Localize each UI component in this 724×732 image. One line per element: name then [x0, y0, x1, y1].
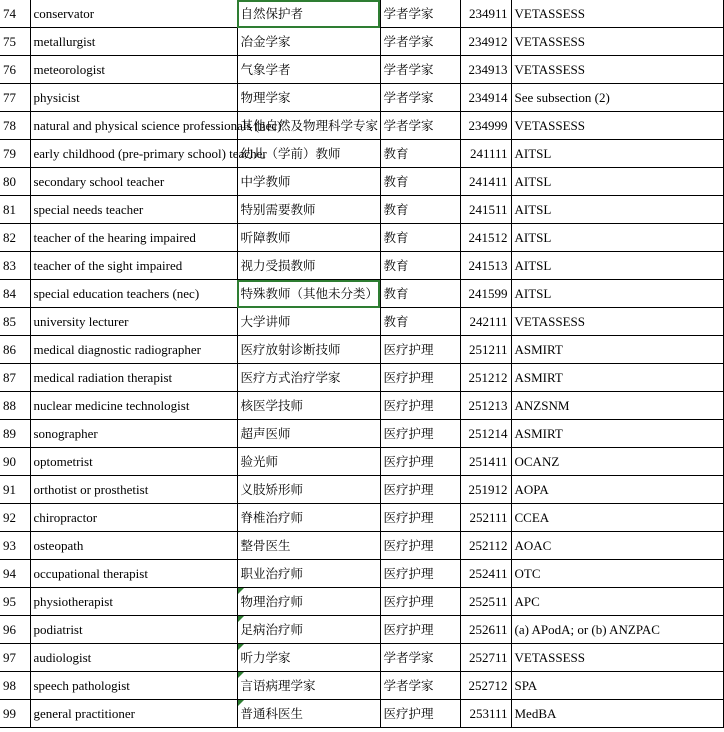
- anzsco-code-cell[interactable]: 241111: [460, 140, 511, 168]
- occupation-english-cell[interactable]: meteorologist: [30, 56, 237, 84]
- occupation-english-cell[interactable]: special education teachers (nec): [30, 280, 237, 308]
- row-number-cell[interactable]: 85: [0, 308, 30, 336]
- assessing-body-cell[interactable]: AITSL: [511, 168, 723, 196]
- anzsco-code-cell[interactable]: 242111: [460, 308, 511, 336]
- occupation-chinese-cell[interactable]: 医疗放射诊断技师: [237, 336, 380, 364]
- assessing-body-cell[interactable]: AITSL: [511, 280, 723, 308]
- occupation-chinese-cell[interactable]: 其他自然及物理科学专家: [237, 112, 380, 140]
- category-cell[interactable]: 医疗护理: [380, 364, 460, 392]
- occupation-chinese-cell[interactable]: 义肢矫形师: [237, 476, 380, 504]
- table-row: [0, 336, 723, 364]
- table-row: [0, 280, 723, 308]
- occupation-chinese-cell[interactable]: 大学讲师: [237, 308, 380, 336]
- occupation-chinese-cell[interactable]: 言语病理学家: [237, 672, 380, 700]
- row-number-cell[interactable]: 95: [0, 588, 30, 616]
- anzsco-code-cell[interactable]: 241599: [460, 280, 511, 308]
- table-row: [0, 448, 723, 476]
- assessing-body-cell[interactable]: AITSL: [511, 224, 723, 252]
- table-row: [0, 504, 723, 532]
- assessing-body-cell[interactable]: (a) APodA; or (b) ANZPAC: [511, 616, 723, 644]
- row-number-cell[interactable]: 89: [0, 420, 30, 448]
- occupation-english-cell[interactable]: teacher of the hearing impaired: [30, 224, 237, 252]
- assessing-body-cell[interactable]: ASMIRT: [511, 336, 723, 364]
- occupation-english-cell[interactable]: teacher of the sight impaired: [30, 252, 237, 280]
- anzsco-code-cell[interactable]: 251411: [460, 448, 511, 476]
- occupation-english-cell[interactable]: conservator: [30, 0, 237, 28]
- occupation-english-cell[interactable]: medical diagnostic radiographer: [30, 336, 237, 364]
- anzsco-code-cell[interactable]: 252611: [460, 616, 511, 644]
- category-cell[interactable]: 学者学家: [380, 56, 460, 84]
- row-number-cell[interactable]: 88: [0, 392, 30, 420]
- anzsco-code-cell[interactable]: 234913: [460, 56, 511, 84]
- category-cell[interactable]: 医疗护理: [380, 588, 460, 616]
- occupation-chinese-cell[interactable]: 特殊教师（其他未分类）: [237, 280, 380, 308]
- table-row: [0, 364, 723, 392]
- assessing-body-cell[interactable]: CCEA: [511, 504, 723, 532]
- anzsco-code-cell[interactable]: 241511: [460, 196, 511, 224]
- occupation-english-cell[interactable]: podiatrist: [30, 616, 237, 644]
- category-cell[interactable]: 医疗护理: [380, 616, 460, 644]
- assessing-body-cell[interactable]: SPA: [511, 672, 723, 700]
- occupation-chinese-cell[interactable]: 物理学家: [237, 84, 380, 112]
- table-row: [0, 84, 723, 112]
- row-number-cell[interactable]: 76: [0, 56, 30, 84]
- occupation-chinese-cell[interactable]: 核医学技师: [237, 392, 380, 420]
- occupation-chinese-cell[interactable]: 听障教师: [237, 224, 380, 252]
- row-number-cell[interactable]: 98: [0, 672, 30, 700]
- row-number-cell[interactable]: 90: [0, 448, 30, 476]
- assessing-body-cell[interactable]: AOPA: [511, 476, 723, 504]
- assessing-body-cell[interactable]: AITSL: [511, 140, 723, 168]
- row-number-cell[interactable]: 82: [0, 224, 30, 252]
- category-cell[interactable]: 学者学家: [380, 112, 460, 140]
- table-row: [0, 700, 723, 728]
- assessing-body-cell[interactable]: AITSL: [511, 252, 723, 280]
- table-row: [0, 252, 723, 280]
- anzsco-code-cell[interactable]: 241513: [460, 252, 511, 280]
- row-number-cell[interactable]: 96: [0, 616, 30, 644]
- row-number-cell[interactable]: 83: [0, 252, 30, 280]
- row-number-cell[interactable]: 91: [0, 476, 30, 504]
- occupation-english-cell[interactable]: osteopath: [30, 532, 237, 560]
- anzsco-code-cell[interactable]: 252411: [460, 560, 511, 588]
- anzsco-code-cell[interactable]: 241411: [460, 168, 511, 196]
- table-row: [0, 644, 723, 672]
- occupation-chinese-cell[interactable]: 视力受损教师: [237, 252, 380, 280]
- occupation-english-cell[interactable]: optometrist: [30, 448, 237, 476]
- anzsco-code-cell[interactable]: 252711: [460, 644, 511, 672]
- table-row: [0, 196, 723, 224]
- assessing-body-cell[interactable]: MedBA: [511, 700, 723, 728]
- anzsco-code-cell[interactable]: 234914: [460, 84, 511, 112]
- category-cell[interactable]: 学者学家: [380, 644, 460, 672]
- anzsco-code-cell[interactable]: 252712: [460, 672, 511, 700]
- table-row: [0, 560, 723, 588]
- occupation-english-cell[interactable]: chiropractor: [30, 504, 237, 532]
- assessing-body-cell[interactable]: ANZSNM: [511, 392, 723, 420]
- occupation-english-cell[interactable]: audiologist: [30, 644, 237, 672]
- assessing-body-cell[interactable]: See subsection (2): [511, 84, 723, 112]
- row-number-cell[interactable]: 77: [0, 84, 30, 112]
- table-row: [0, 224, 723, 252]
- assessing-body-cell[interactable]: VETASSESS: [511, 644, 723, 672]
- category-cell[interactable]: 医疗护理: [380, 448, 460, 476]
- occupation-chinese-cell[interactable]: 普通科医生: [237, 700, 380, 728]
- category-cell[interactable]: 医疗护理: [380, 420, 460, 448]
- category-cell[interactable]: 学者学家: [380, 0, 460, 28]
- occupation-chinese-cell[interactable]: 物理治疗师: [237, 588, 380, 616]
- anzsco-code-cell[interactable]: 251912: [460, 476, 511, 504]
- assessing-body-cell[interactable]: VETASSESS: [511, 56, 723, 84]
- category-cell[interactable]: 医疗护理: [380, 392, 460, 420]
- row-number-cell[interactable]: 74: [0, 0, 30, 28]
- row-number-cell[interactable]: 84: [0, 280, 30, 308]
- row-number-cell[interactable]: 81: [0, 196, 30, 224]
- row-number-cell[interactable]: 87: [0, 364, 30, 392]
- table-row: [0, 672, 723, 700]
- assessing-body-cell[interactable]: VETASSESS: [511, 28, 723, 56]
- occupation-english-cell[interactable]: general practitioner: [30, 700, 237, 728]
- occupation-english-cell[interactable]: sonographer: [30, 420, 237, 448]
- category-cell[interactable]: 医疗护理: [380, 560, 460, 588]
- category-cell[interactable]: 医疗护理: [380, 532, 460, 560]
- occupation-english-cell[interactable]: university lecturer: [30, 308, 237, 336]
- occupation-english-cell[interactable]: metallurgist: [30, 28, 237, 56]
- anzsco-code-cell[interactable]: 234912: [460, 28, 511, 56]
- table-row: [0, 392, 723, 420]
- table-row: [0, 476, 723, 504]
- category-cell[interactable]: 教育: [380, 196, 460, 224]
- assessing-body-cell[interactable]: OCANZ: [511, 448, 723, 476]
- category-cell[interactable]: 医疗护理: [380, 476, 460, 504]
- occupation-chinese-cell[interactable]: 特别需要教师: [237, 196, 380, 224]
- row-number-cell[interactable]: 94: [0, 560, 30, 588]
- occupation-english-cell[interactable]: occupational therapist: [30, 560, 237, 588]
- table-row: [0, 616, 723, 644]
- row-number-cell[interactable]: 99: [0, 700, 30, 728]
- row-number-cell[interactable]: 78: [0, 112, 30, 140]
- occupation-english-cell[interactable]: special needs teacher: [30, 196, 237, 224]
- assessing-body-cell[interactable]: VETASSESS: [511, 0, 723, 28]
- occupation-chinese-cell[interactable]: 冶金学家: [237, 28, 380, 56]
- occupation-english-cell[interactable]: nuclear medicine technologist: [30, 392, 237, 420]
- assessing-body-cell[interactable]: ASMIRT: [511, 364, 723, 392]
- anzsco-code-cell[interactable]: 252111: [460, 504, 511, 532]
- category-cell[interactable]: 教育: [380, 168, 460, 196]
- anzsco-code-cell[interactable]: 234911: [460, 0, 511, 28]
- anzsco-code-cell[interactable]: 251213: [460, 392, 511, 420]
- assessing-body-cell[interactable]: AOAC: [511, 532, 723, 560]
- table-row: [0, 420, 723, 448]
- anzsco-code-cell[interactable]: 252112: [460, 532, 511, 560]
- occupation-english-cell[interactable]: medical radiation therapist: [30, 364, 237, 392]
- occupation-english-cell[interactable]: orthotist or prosthetist: [30, 476, 237, 504]
- table-row: [0, 140, 723, 168]
- occupation-chinese-cell[interactable]: 幼儿（学前）教师: [237, 140, 380, 168]
- occupation-chinese-cell[interactable]: 医疗方式治疗学家: [237, 364, 380, 392]
- occupation-chinese-cell[interactable]: 超声医师: [237, 420, 380, 448]
- assessing-body-cell[interactable]: OTC: [511, 560, 723, 588]
- table-row: [0, 308, 723, 336]
- occupation-english-cell[interactable]: physiotherapist: [30, 588, 237, 616]
- category-cell[interactable]: 教育: [380, 252, 460, 280]
- assessing-body-cell[interactable]: AITSL: [511, 196, 723, 224]
- table-row: [0, 56, 723, 84]
- occupation-english-cell[interactable]: natural and physical science professionals (nec): [30, 112, 237, 140]
- table-row: [0, 28, 723, 56]
- row-number-cell[interactable]: 93: [0, 532, 30, 560]
- category-cell[interactable]: 学者学家: [380, 28, 460, 56]
- assessing-body-cell[interactable]: APC: [511, 588, 723, 616]
- occupation-chinese-cell[interactable]: 听力学家: [237, 644, 380, 672]
- table-row: [0, 168, 723, 196]
- occupation-english-cell[interactable]: secondary school teacher: [30, 168, 237, 196]
- occupation-chinese-cell[interactable]: 整骨医生: [237, 532, 380, 560]
- category-cell[interactable]: 学者学家: [380, 672, 460, 700]
- table-row: [0, 0, 723, 28]
- row-number-cell[interactable]: 79: [0, 140, 30, 168]
- category-cell[interactable]: 医疗护理: [380, 700, 460, 728]
- anzsco-code-cell[interactable]: 252511: [460, 588, 511, 616]
- table-row: [0, 588, 723, 616]
- occupation-english-cell[interactable]: speech pathologist: [30, 672, 237, 700]
- category-cell[interactable]: 教育: [380, 140, 460, 168]
- occupation-chinese-cell[interactable]: 职业治疗师: [237, 560, 380, 588]
- table-row: [0, 112, 723, 140]
- table-row: [0, 532, 723, 560]
- occupation-english-cell[interactable]: early childhood (pre-primary school) teacher: [30, 140, 237, 168]
- row-number-cell[interactable]: 92: [0, 504, 30, 532]
- category-cell[interactable]: 医疗护理: [380, 504, 460, 532]
- row-number-cell[interactable]: 86: [0, 336, 30, 364]
- occupation-chinese-cell[interactable]: 脊椎治疗师: [237, 504, 380, 532]
- occupation-chinese-cell[interactable]: 气象学者: [237, 56, 380, 84]
- assessing-body-cell[interactable]: VETASSESS: [511, 308, 723, 336]
- anzsco-code-cell[interactable]: 241512: [460, 224, 511, 252]
- anzsco-code-cell[interactable]: 253111: [460, 700, 511, 728]
- category-cell[interactable]: 医疗护理: [380, 336, 460, 364]
- category-cell[interactable]: 教育: [380, 308, 460, 336]
- assessing-body-cell[interactable]: ASMIRT: [511, 420, 723, 448]
- category-cell[interactable]: 教育: [380, 280, 460, 308]
- row-number-cell[interactable]: 80: [0, 168, 30, 196]
- row-number-cell[interactable]: 75: [0, 28, 30, 56]
- row-number-cell[interactable]: 97: [0, 644, 30, 672]
- category-cell[interactable]: 教育: [380, 224, 460, 252]
- assessing-body-cell[interactable]: VETASSESS: [511, 112, 723, 140]
- occupation-chinese-cell[interactable]: 自然保护者: [237, 0, 380, 28]
- anzsco-code-cell[interactable]: 251212: [460, 364, 511, 392]
- occupation-chinese-cell[interactable]: 中学教师: [237, 168, 380, 196]
- occupation-chinese-cell[interactable]: 足病治疗师: [237, 616, 380, 644]
- category-cell[interactable]: 学者学家: [380, 84, 460, 112]
- anzsco-code-cell[interactable]: 234999: [460, 112, 511, 140]
- occupation-english-cell[interactable]: physicist: [30, 84, 237, 112]
- anzsco-code-cell[interactable]: 251211: [460, 336, 511, 364]
- occupation-chinese-cell[interactable]: 验光师: [237, 448, 380, 476]
- anzsco-code-cell[interactable]: 251214: [460, 420, 511, 448]
